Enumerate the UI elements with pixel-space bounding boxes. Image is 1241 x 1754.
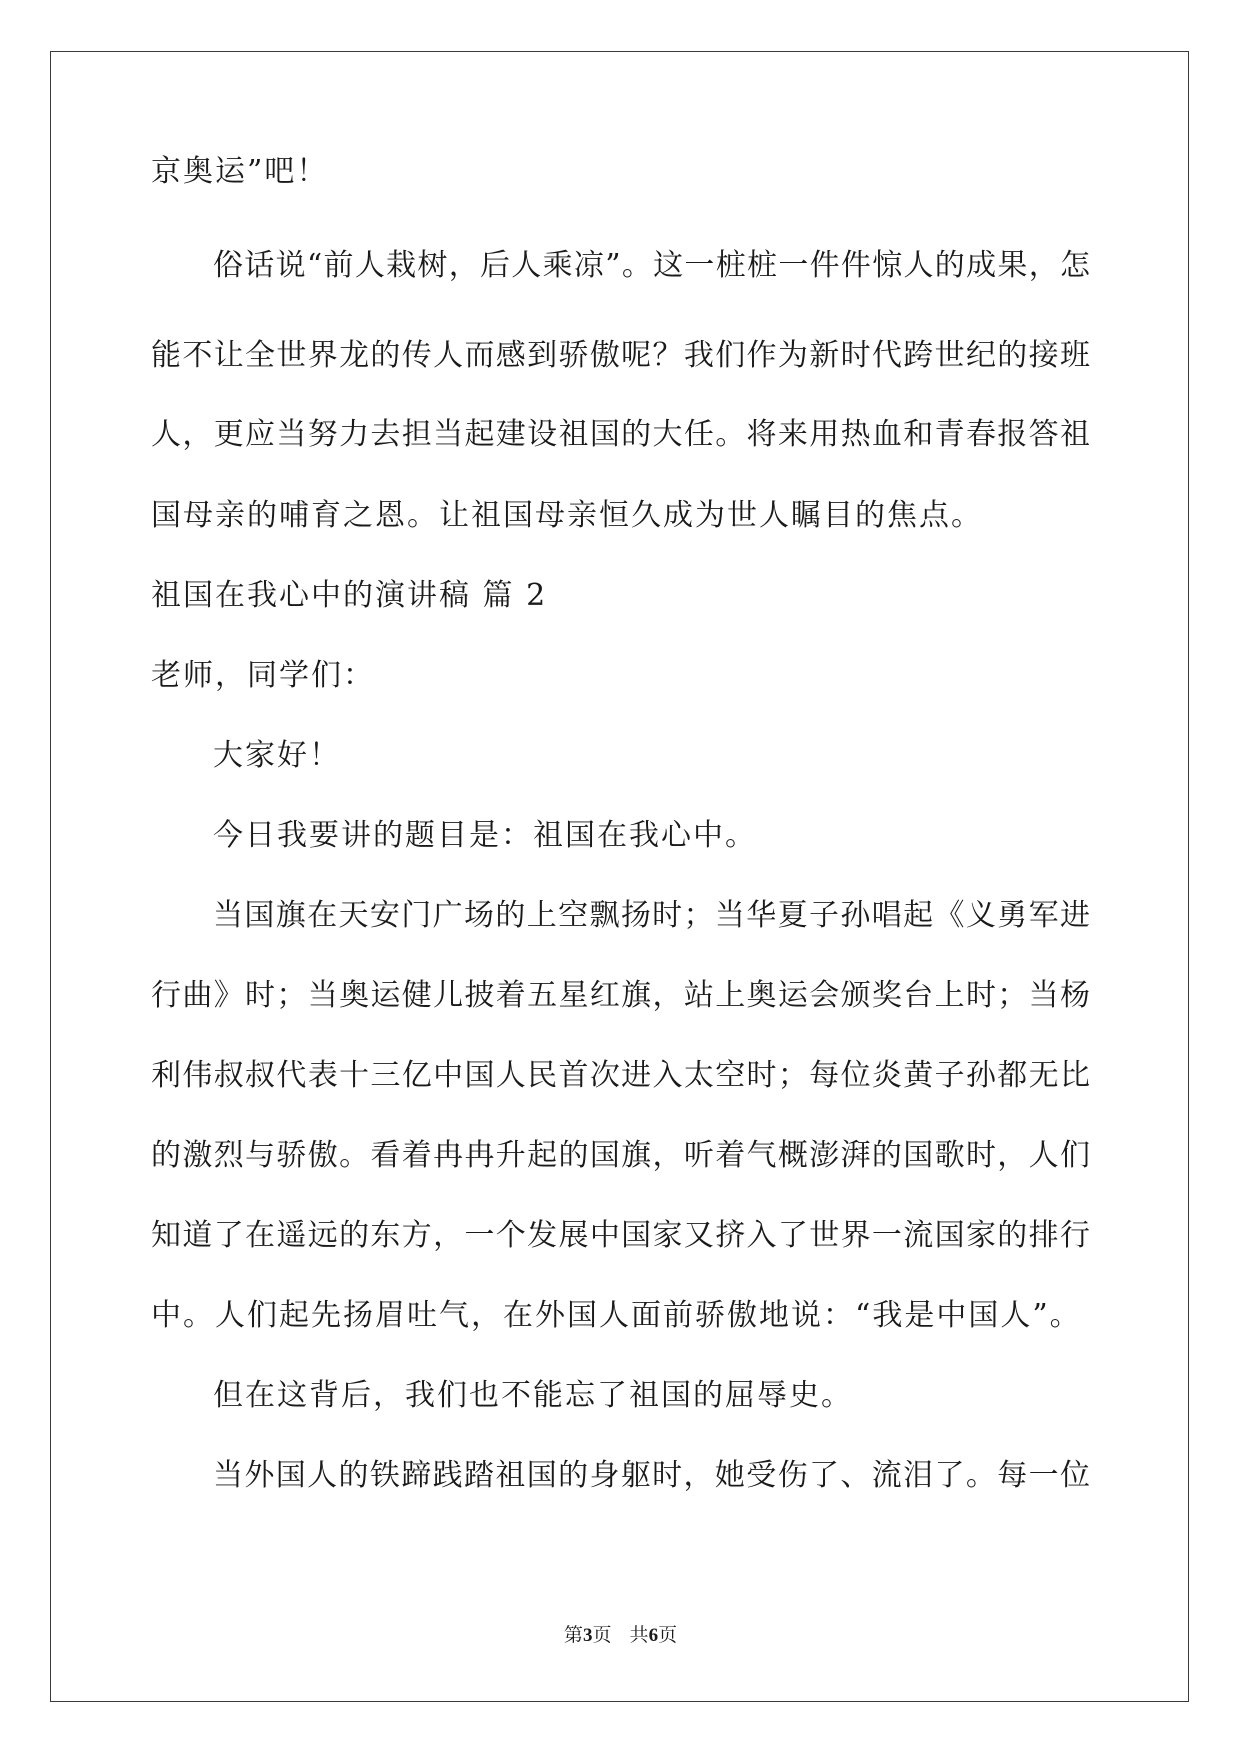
paragraph-line: 但在这背后，我们也不能忘了祖国的屈辱史。 (213, 1378, 853, 1413)
greeting: 大家好！ (213, 738, 341, 773)
paragraph-line: 的激烈与骄傲。看着冉冉升起的国旗，听着气概澎湃的国歌时，人们 (151, 1138, 1090, 1173)
paragraph-line: 国母亲的哺育之恩。让祖国母亲恒久成为世人瞩目的焦点。 (151, 498, 983, 533)
paragraph-line: 中。人们起先扬眉吐气，在外国人面前骄傲地说：“我是中国人”。 (151, 1298, 1082, 1333)
paragraph-line: 当国旗在天安门广场的上空飘扬时；当华夏子孙唱起《义勇军进 (213, 898, 1090, 933)
paragraph-line: 京奥运”吧！ (151, 154, 329, 189)
section-heading: 祖国在我心中的演讲稿 篇 2 (151, 578, 548, 613)
footer-prefix: 第 (563, 1624, 583, 1646)
paragraph-line: 利伟叔叔代表十三亿中国人民首次进入太空时；每位炎黄子孙都无比 (151, 1058, 1090, 1093)
paragraph-line: 当外国人的铁蹄践踏祖国的身躯时，她受伤了、流泪了。每一位 (213, 1458, 1090, 1493)
footer-suffix: 页 (658, 1624, 678, 1646)
paragraph-line: 行曲》时；当奥运健儿披着五星红旗，站上奥运会颁奖台上时；当杨 (151, 978, 1090, 1013)
footer-mid: 页 共 (592, 1624, 649, 1646)
current-page-number: 3 (582, 1625, 593, 1646)
paragraph-line: 人，更应当努力去担当起建设祖国的大任。将来用热血和青春报答祖 (151, 417, 1090, 452)
page-footer (0, 1620, 1241, 1647)
page-border (50, 51, 1189, 1702)
paragraph-line: 俗话说“前人栽树，后人乘凉”。这一桩桩一件件惊人的成果，怎 (213, 248, 1090, 283)
paragraph-line: 知道了在遥远的东方，一个发展中国家又挤入了世界一流国家的排行 (151, 1218, 1090, 1253)
total-pages-number: 6 (648, 1625, 659, 1646)
paragraph-line: 今日我要讲的题目是：祖国在我心中。 (213, 818, 757, 853)
paragraph-line: 能不让全世界龙的传人而感到骄傲呢？我们作为新时代跨世纪的接班 (151, 338, 1090, 373)
salutation: 老师，同学们： (151, 658, 375, 693)
